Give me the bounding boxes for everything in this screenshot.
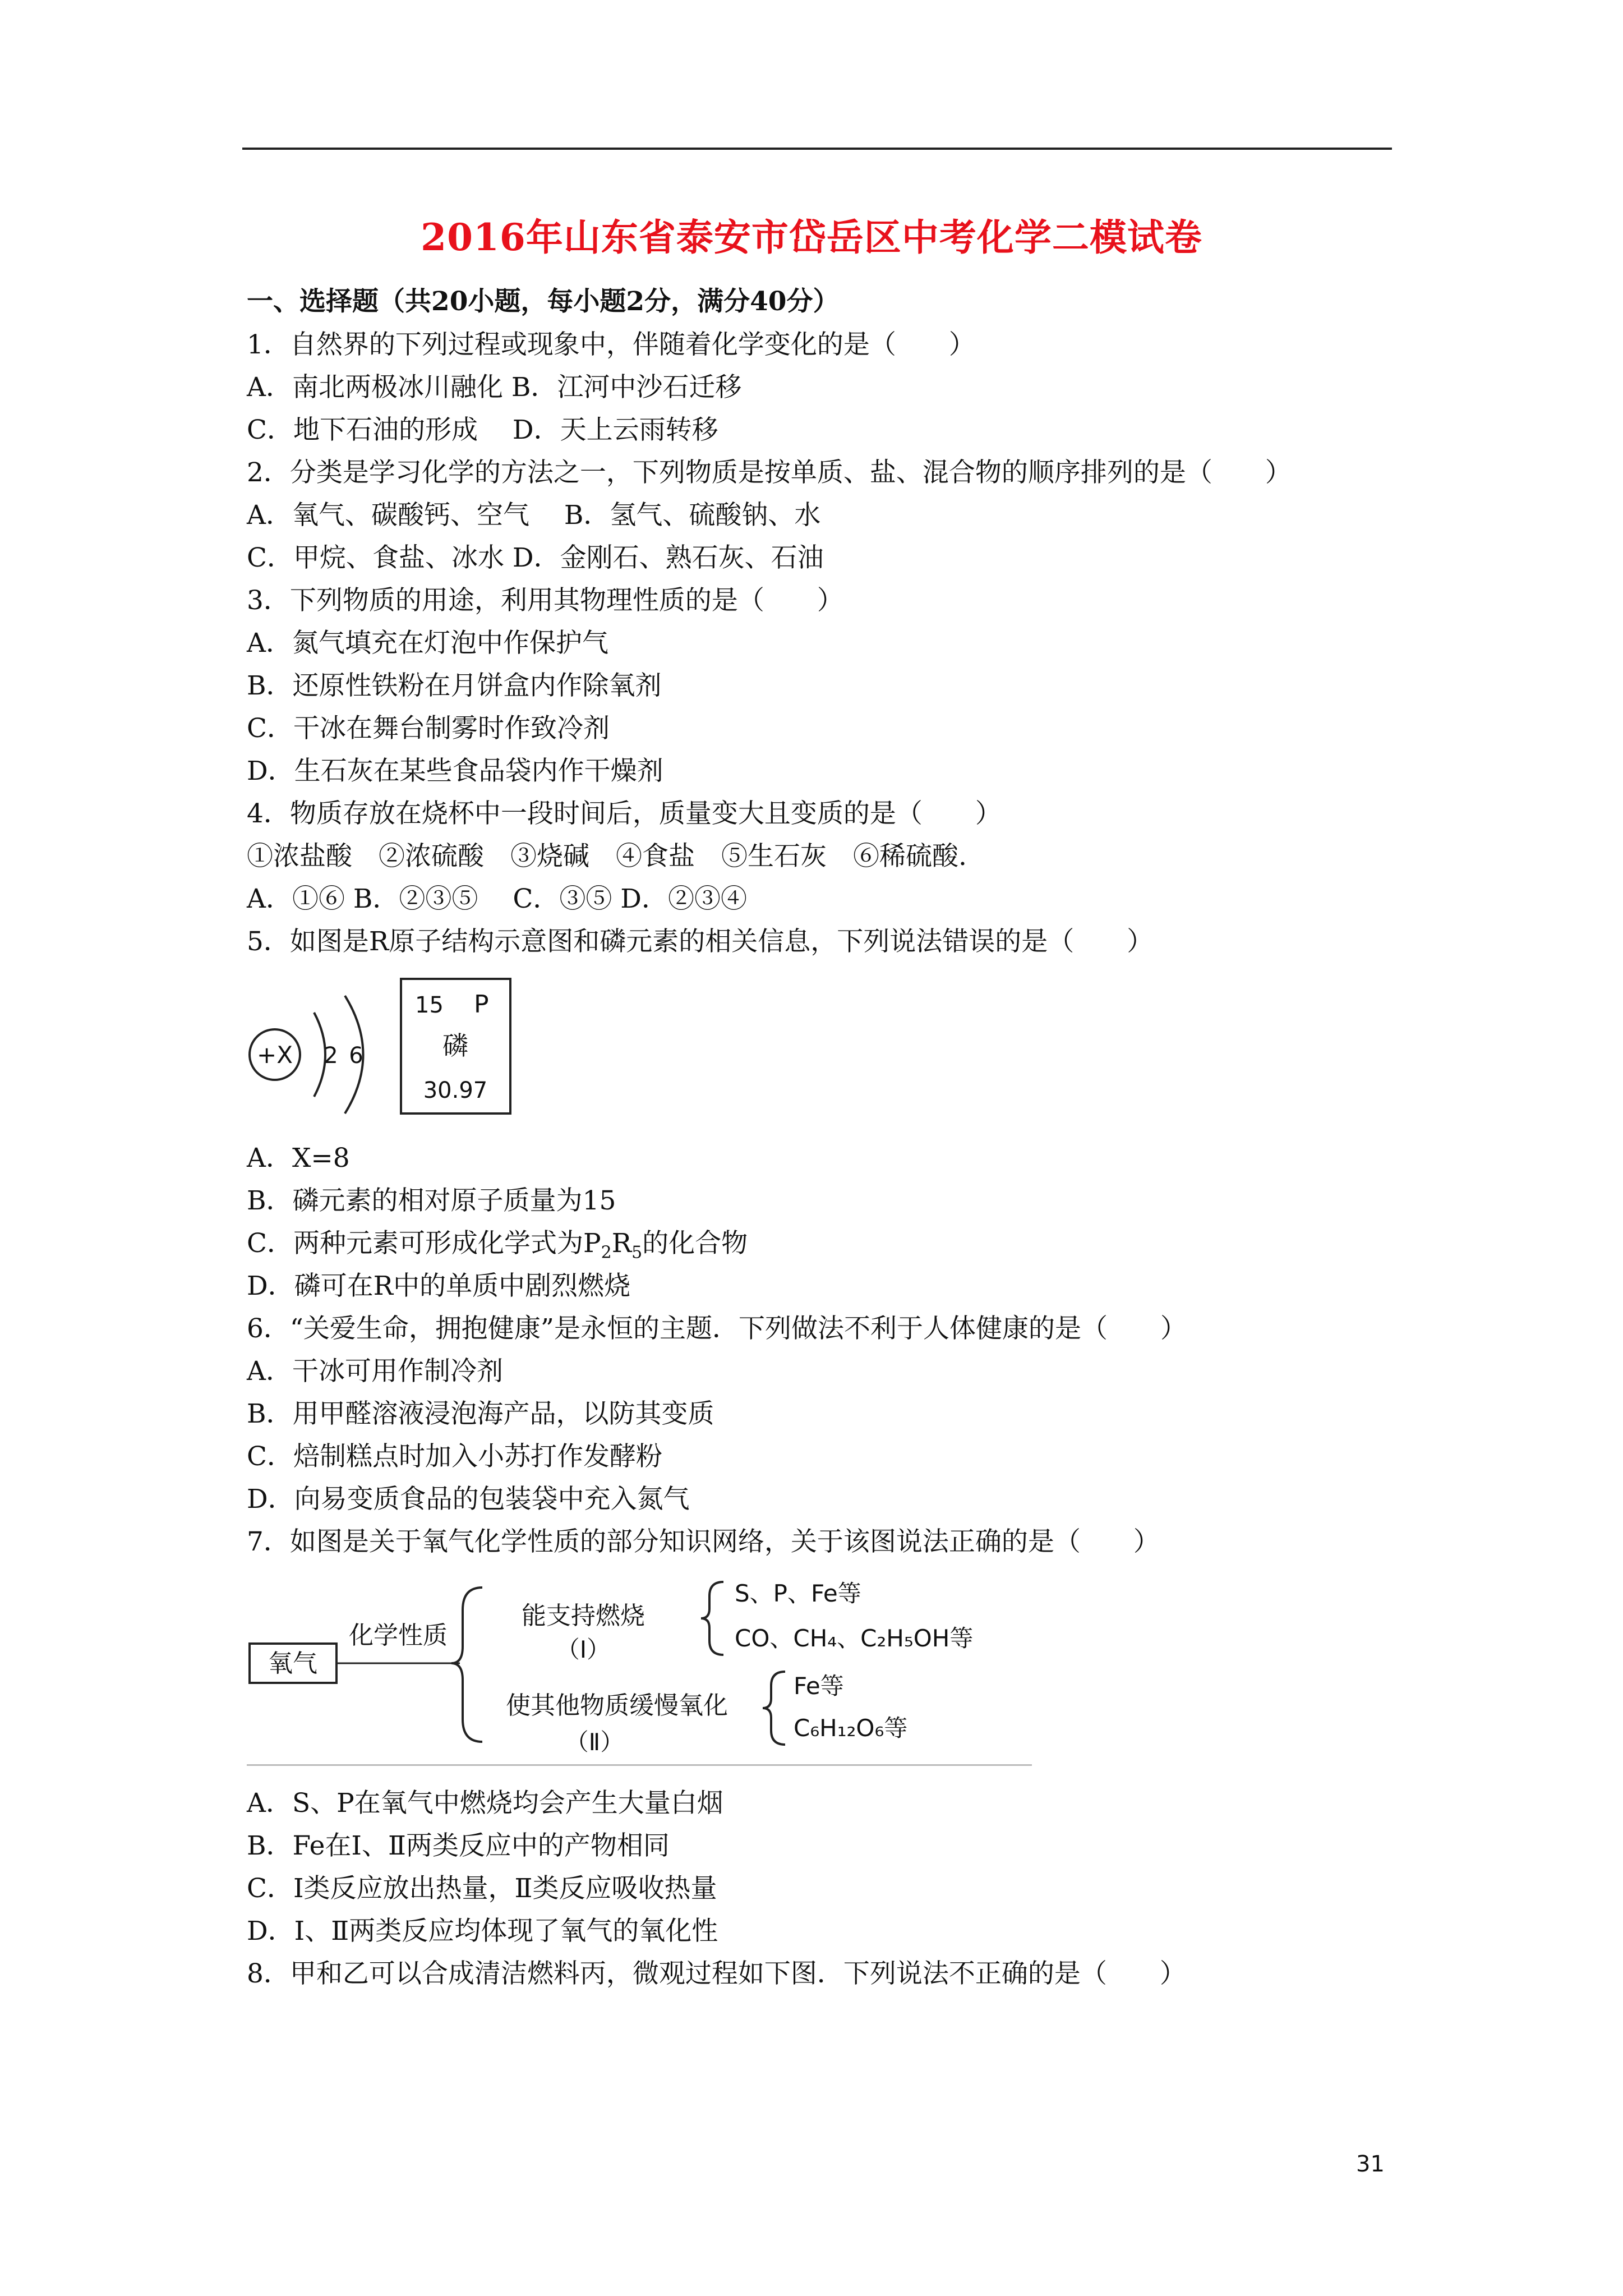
q4-stem: 4．物质存放在烧杯中一段时间后，质量变大且变质的是（ ）	[247, 798, 1002, 829]
branch1-tag: （Ⅰ）	[556, 1636, 611, 1663]
branch2-leaf1: Fe等	[794, 1672, 844, 1700]
q3-option-b: B．还原性铁粉在月饼盒内作除氧剂	[247, 670, 662, 701]
q2-options-ab: A．氧气、碳酸钙、空气 B．氢气、硫酸钠、水	[247, 500, 821, 531]
q6-option-a: A．干冰可用作制冷剂	[247, 1356, 503, 1387]
q7-option-d: D．Ⅰ、Ⅱ两类反应均体现了氧气的氧化性	[247, 1916, 718, 1947]
branch2-tag: （Ⅱ）	[565, 1728, 624, 1756]
main-brace	[451, 1588, 482, 1742]
q4-items: ①浓盐酸 ②浓硫酸 ③烧碱 ④食盐 ⑤生石灰 ⑥稀硫酸.	[247, 841, 967, 872]
root-label: 氧气	[268, 1649, 317, 1678]
q5-option-a: A．X=8	[247, 1143, 350, 1174]
branch1-leaf1: S、P、Fe等	[735, 1580, 861, 1607]
branch1-label: 能支持燃烧	[522, 1602, 645, 1630]
q8-stem: 8．甲和乙可以合成清洁燃料丙，微观过程如下图．下列说法不正确的是（ ）	[247, 1958, 1186, 1989]
q3-option-c: C．干冰在舞台制雾时作致冷剂	[247, 713, 610, 744]
q3-option-a: A．氮气填充在灯泡中作保护气	[247, 628, 608, 659]
element-mass: 30.97	[423, 1078, 488, 1103]
element-name: 磷	[442, 1030, 468, 1061]
branch2-label: 使其他物质缓慢氧化	[506, 1691, 728, 1720]
page-title: 2016年山东省泰安市岱岳区中考化学二模试卷	[421, 215, 1202, 259]
q7-option-a: A．S、P在氧气中燃烧均会产生大量白烟	[247, 1788, 723, 1819]
nucleus-label: +X	[257, 1041, 293, 1069]
q5-option-d: D．磷可在R中的单质中剧烈燃烧	[247, 1271, 631, 1301]
q6-option-d: D．向易变质食品的包装袋中充入氮气	[247, 1484, 690, 1515]
q1-stem: 1．自然界的下列过程或现象中，伴随着化学变化的是（ ）	[247, 329, 975, 360]
page-number: 31	[1356, 2151, 1385, 2177]
q7-stem: 7．如图是关于氧气化学性质的部分知识网络，关于该图说法正确的是（ ）	[247, 1526, 1160, 1557]
shell-1-count: 2	[324, 1043, 338, 1069]
q5-stem: 5．如图是R原子结构示意图和磷元素的相关信息，下列说法错误的是（ ）	[247, 926, 1154, 957]
q7-figure	[247, 1565, 1043, 1773]
q6-stem: 6．“关爱生命，拥抱健康”是永恒的主题．下列做法不利于人体健康的是（ ）	[247, 1313, 1187, 1344]
q1-options-ab: A．南北两极冰川融化 B．江河中沙石迁移	[247, 372, 742, 403]
element-symbol: P	[474, 990, 489, 1019]
branch2-brace	[763, 1672, 785, 1745]
q5-option-c: C．两种元素可形成化学式为$P_2R_5$的化合物	[247, 1228, 748, 1263]
section-heading: 一、选择题（共20小题，每小题2分，满分40分）	[247, 286, 840, 317]
q2-options-cd: C．甲烷、食盐、冰水 D．金刚石、熟石灰、石油	[247, 542, 824, 573]
header-rule	[242, 148, 1392, 150]
shell-2-count: 6	[349, 1043, 363, 1069]
q4-options: A．①⑥ B．②③⑤ C．③⑤ D．②③④	[247, 884, 747, 914]
branch1-leaf2: CO、CH₄、C₂H₅OH等	[735, 1625, 974, 1652]
edge-label: 化学性质	[349, 1621, 448, 1650]
branch1-brace	[701, 1582, 723, 1655]
q2-stem: 2．分类是学习化学的方法之一，下列物质是按单质、盐、混合物的顺序排列的是（ ）	[247, 457, 1292, 488]
q7-option-c: C．Ⅰ类反应放出热量，Ⅱ类反应吸收热量	[247, 1873, 717, 1904]
q1-options-cd: C．地下石油的形成 D．天上云雨转移	[247, 415, 718, 445]
q6-option-c: C．焙制糕点时加入小苏打作发酵粉	[247, 1441, 662, 1472]
q3-option-d: D．生石灰在某些食品袋内作干燥剂	[247, 756, 663, 786]
q5-figure	[247, 973, 516, 1119]
q6-option-b: B．用甲醛溶液浸泡海产品，以防其变质	[247, 1398, 714, 1429]
q7-option-b: B．Fe在Ⅰ、Ⅱ两类反应中的产物相同	[247, 1830, 670, 1861]
branch2-leaf2: C₆H₁₂O₆等	[794, 1714, 908, 1742]
element-number: 15	[415, 992, 444, 1018]
q5-option-b: B．磷元素的相对原子质量为15	[247, 1185, 616, 1216]
q3-stem: 3．下列物质的用途，利用其物理性质的是（ ）	[247, 585, 843, 616]
fig-border-bottom	[247, 1764, 1032, 1766]
